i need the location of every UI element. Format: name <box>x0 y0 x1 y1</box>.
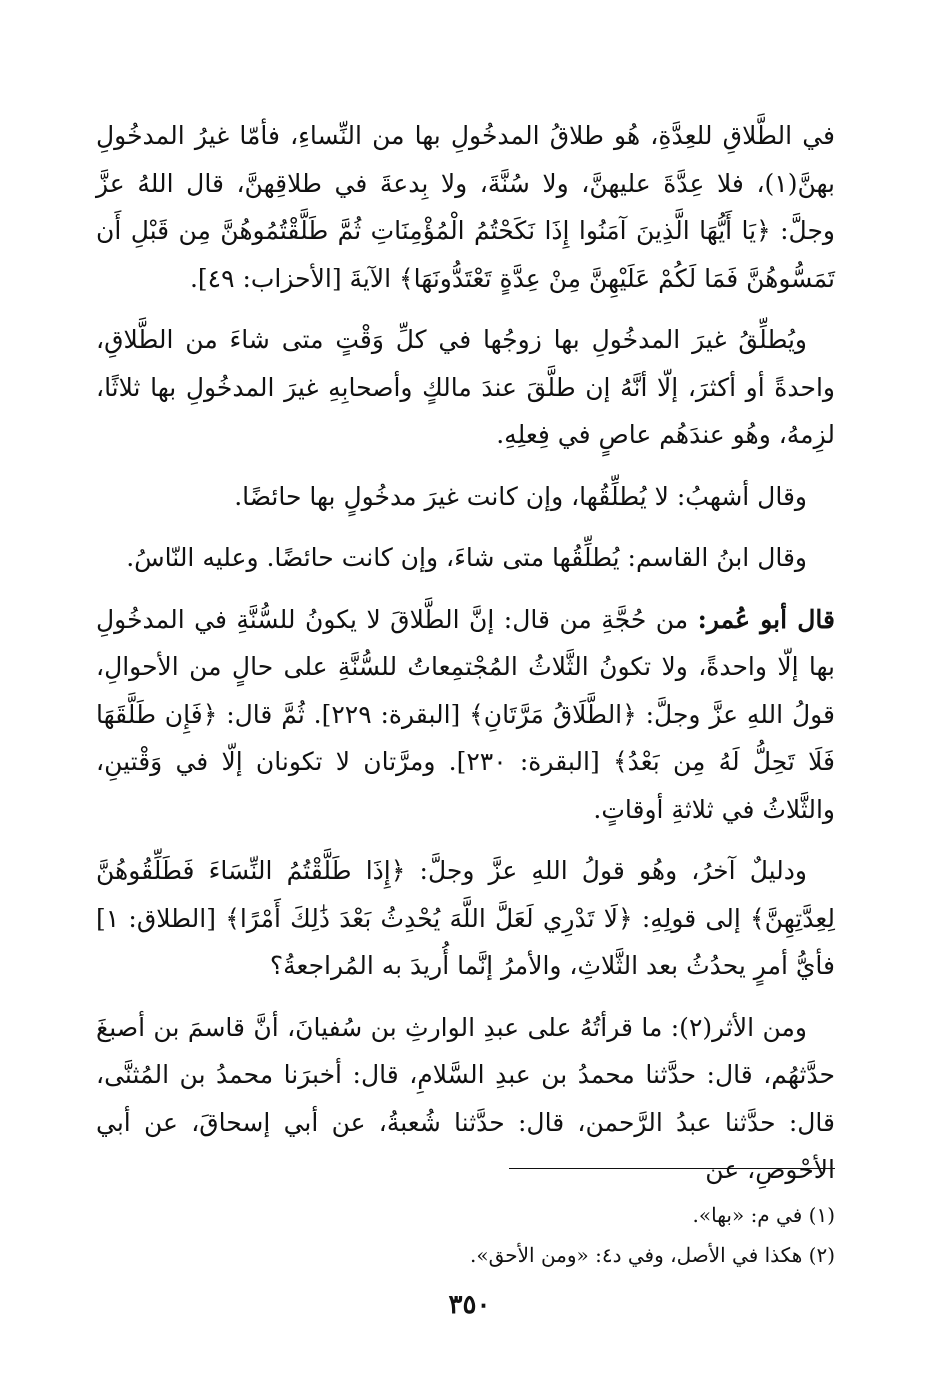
paragraph-3 <box>96 473 835 521</box>
main-text <box>96 112 835 1194</box>
paragraph-1 <box>96 112 835 302</box>
paragraph-text: ومن الأثر(٢): ما قرأتُهُ على عبدِ الوارثِ بن سُفيانَ، أنَّ قاسمَ بن أصبغَ حدَّثهُم، قال: حدَّثنا محمدُ بن عبدِ السَّلامِ، قال: أخبرَنا محمدُ بن المُثنَّى، قال: حدَّثنا عبدُ الرَّحمن، قال: حدَّثنا شُعبةُ، عن أبي إسحاقَ، عن أبي الأحْوصِ، عن <box>96 1012 835 1184</box>
paragraph-text: في الطَّلاقِ للعِدَّةِ، هُو طلاقُ المدخُولِ بها من النِّساءِ، فأمّا غيرُ المدخُولِ بهنَّ(١)، فلا عِدَّةَ عليهنَّ، ولا سُنَّةَ، ولا بِدعةَ في طلاقِهنَّ، قال اللهُ عزَّ وجلَّ: ﴿يَا أَيُّهَا الَّذِينَ آمَنُوا إِذَا نَكَحْتُمُ الْمُؤْمِنَاتِ ثُمَّ طَلَّقْتُمُوهُنَّ مِن قَبْلِ أَن تَمَسُّوهُنَّ فَمَا لَكُمْ عَلَيْهِنَّ مِنْ عِدَّةٍ تَعْتَدُّونَهَا﴾ الآيةَ [الأحزاب: ٤٩]. <box>96 121 836 293</box>
footnote-2: (٢) هكذا في الأصل، وفي د٤: «ومن الأحق». <box>469 1243 835 1267</box>
paragraph-lead: قال أبو عُمر: <box>697 604 835 634</box>
page-number: ٣٥٠ <box>448 1290 491 1320</box>
paragraph-4 <box>96 534 835 582</box>
footnotes <box>96 1195 835 1275</box>
paragraph-text: من حُجَّةِ من قال: إنَّ الطَّلاقَ لا يكونُ للسُّنَّةِ في المدخُولِ بها إلّا واحدةً، ولا تكونُ الثَّلاثُ المُجْتمِعاتُ للسُّنَّةِ على حالٍ من الأحوالِ، قولُ اللهِ عزَّ وجلَّ: ﴿الطَّلَاقُ مَرَّتَانِ﴾ [البقرة: ٢٢٩]. ثُمَّ قال: ﴿فَإِن طَلَّقَهَا فَلَا تَحِلُّ لَهُ مِن بَعْدُ﴾ [البقرة: ٢٣٠]. ومرَّتان لا تكونان إلّا في وَقْتينِ، والثَّلاثُ في ثلاثةِ أوقاتٍ. <box>96 604 835 824</box>
paragraph-5 <box>96 596 835 834</box>
paragraph-text: ودليلٌ آخرُ، وهُو قولُ اللهِ عزَّ وجلَّ: ﴿إِذَا طَلَّقْتُمُ النِّسَاءَ فَطَلِّقُوهُنَّ لِعِدَّتِهِنَّ﴾ إلى قولِهِ: ﴿لَا تَدْرِي لَعَلَّ اللَّهَ يُحْدِثُ بَعْدَ ذَٰلِكَ أَمْرًا﴾ [الطلاق: ١] فأيُّ أمرٍ يحدُثُ بعد الثَّلاثِ، والأمرُ إنَّما أُريدَ به المُراجعةُ؟ <box>96 856 835 980</box>
paragraph-text: ويُطلِّقُ غيرَ المدخُولِ بها زوجُها في كلِّ وَقْتٍ متى شاءَ من الطَّلاقِ، واحدةً أو أكثرَ، إلّا أنَّهُ إن طلَّقَ عندَ مالكٍ وأصحابِهِ غيرَ المدخُولِ بها ثلاثًا، لزِمهُ، وهُو عندَهُم عاصٍ في فِعلِهِ. <box>96 325 835 449</box>
footnote-divider <box>509 1168 835 1169</box>
paragraph-7 <box>96 1004 835 1194</box>
paragraph-6 <box>96 847 835 990</box>
footnote-1: (١) في م: «بها». <box>692 1203 835 1227</box>
paragraph-text: وقال ابنُ القاسم: يُطلِّقُها متى شاءَ، وإن كانت حائضًا. وعليه النّاسُ. <box>126 543 807 572</box>
paragraph-2 <box>96 316 835 459</box>
paragraph-text: وقال أشهبُ: لا يُطلِّقُها، وإن كانت غيرَ مدخُولٍ بها حائضًا. <box>234 481 807 511</box>
